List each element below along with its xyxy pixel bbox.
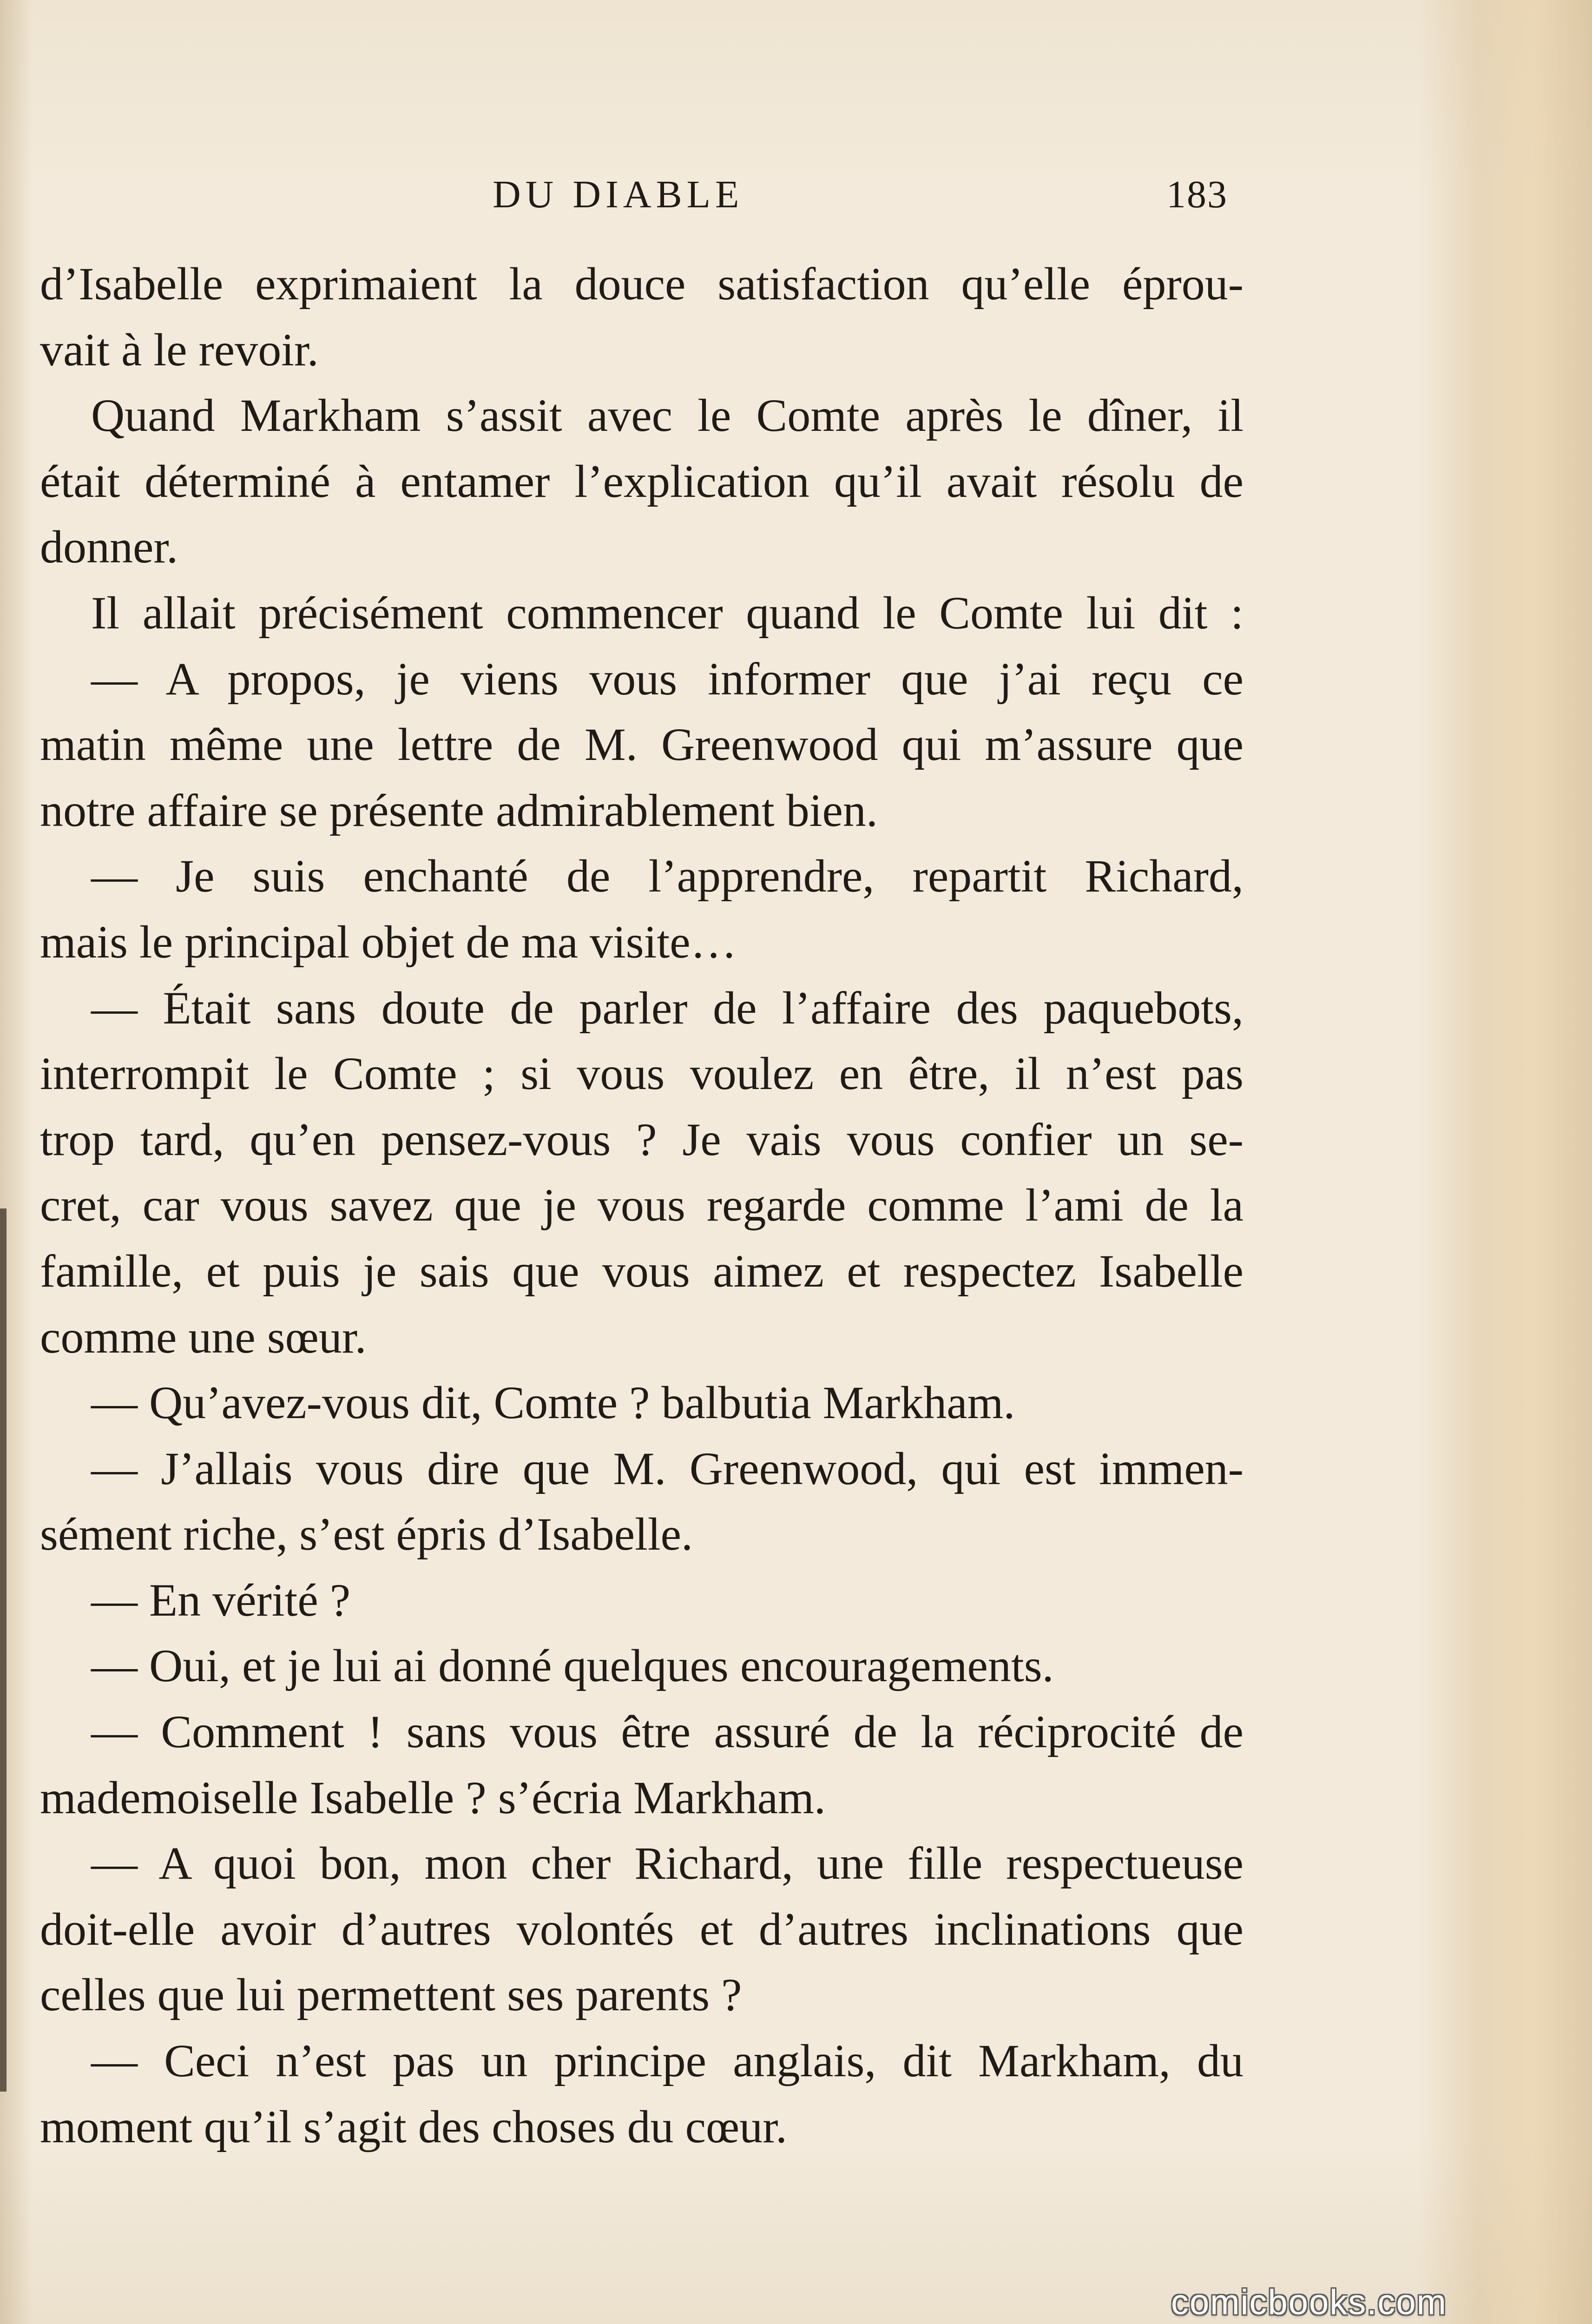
text-line: — J’allais vous dire que M. Greenwood, qui est immen- <box>91 1442 1243 1494</box>
watermark: comicbooks.com <box>1171 2283 1447 2322</box>
page-header <box>0 172 1592 228</box>
running-title: DU DIABLE <box>493 173 744 216</box>
text-line: famille, et puis je sais que vous aimez et respectez Isabelle <box>40 1245 1243 1297</box>
text-line: mais le principal objet de ma visite… <box>40 916 737 968</box>
text-line: vait à le revoir. <box>40 324 319 376</box>
text-line: — En vérité ? <box>91 1574 351 1626</box>
text-line: — Comment ! sans vous être assuré de la réciprocité de <box>91 1706 1243 1758</box>
text-line: — Était sans doute de parler de l’affaire des paquebots, <box>91 982 1243 1034</box>
text-line: Il allait précisément commencer quand le Comte lui dit : <box>91 587 1243 639</box>
text-line: — Qu’avez-vous dit, Comte ? balbutia Markham. <box>91 1377 1015 1429</box>
text-line: doit-elle avoir d’autres volontés et d’autres inclinations que <box>40 1903 1243 1955</box>
text-line: notre affaire se présente admirablement bien. <box>40 784 878 836</box>
text-line: — A quoi bon, mon cher Richard, une fille respectueuse <box>91 1837 1243 1889</box>
text-line: — A propos, je viens vous informer que j’ai reçu ce <box>91 653 1243 705</box>
text-line: moment qu’il s’agit des choses du cœur. <box>40 2100 788 2152</box>
body-text <box>40 251 1243 2159</box>
text-line: celles que lui permettent ses parents ? <box>40 1969 742 2021</box>
page-edge-shadow <box>0 1208 7 2092</box>
text-line: mademoiselle Isabelle ? s’écria Markham. <box>40 1771 826 1823</box>
text-line: trop tard, qu’en pensez-vous ? Je vais vous confier un se- <box>40 1113 1243 1165</box>
text-line: donner. <box>40 521 178 573</box>
text-line: interrompit le Comte ; si vous voulez en être, il n’est pas <box>40 1048 1243 1100</box>
text-line: matin même une lettre de M. Greenwood qui m’assure que <box>40 719 1243 771</box>
text-line: d’Isabelle exprimaient la douce satisfaction qu’elle éprou- <box>40 258 1243 310</box>
text-line: comme une sœur. <box>40 1311 367 1363</box>
text-line: — Ceci n’est pas un principe anglais, dit Markham, du <box>91 2035 1243 2087</box>
text-line: — Oui, et je lui ai donné quelques encouragements. <box>91 1640 1054 1692</box>
text-line: Quand Markham s’assit avec le Comte après le dîner, il <box>91 390 1243 442</box>
text-line: — Je suis enchanté de l’apprendre, repartit Richard, <box>91 850 1243 902</box>
text-line: était déterminé à entamer l’explication qu’il avait résolu de <box>40 455 1243 507</box>
text-line: sément riche, s’est épris d’Isabelle. <box>40 1508 693 1560</box>
text-line: cret, car vous savez que je vous regarde comme l’ami de la <box>40 1179 1243 1231</box>
page-number: 183 <box>1166 173 1228 216</box>
